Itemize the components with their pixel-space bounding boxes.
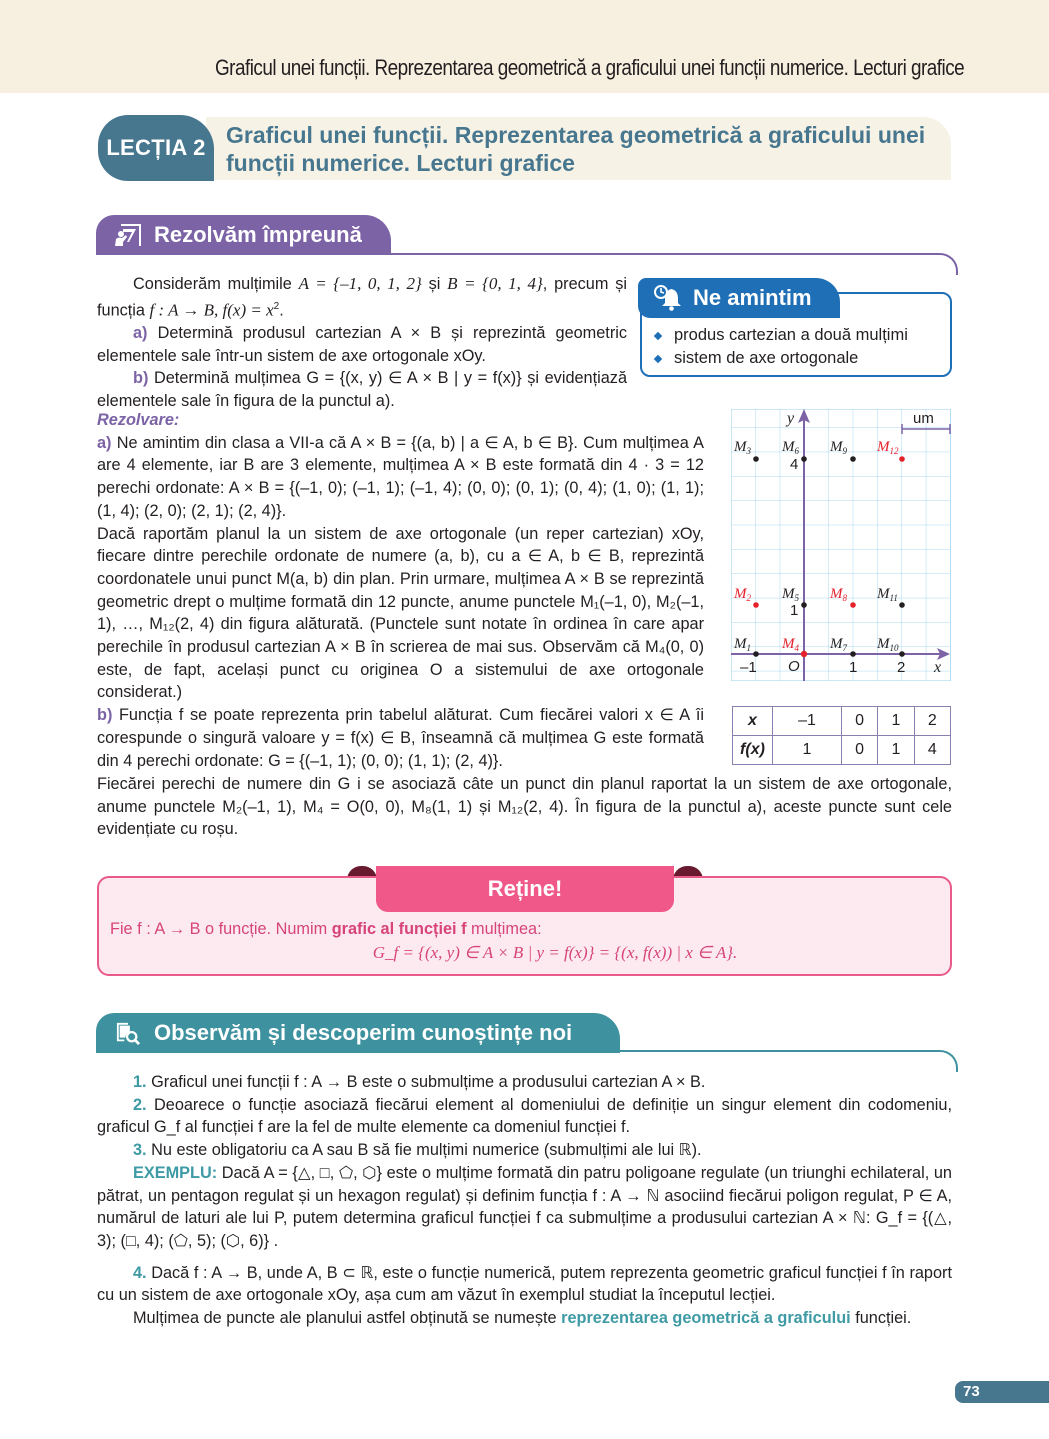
- function-values-table: [732, 706, 951, 765]
- svg-text:M5: $M_5$: [782, 586, 799, 603]
- unit-label: um: [913, 410, 934, 427]
- remember-item: sistem de axe ortogonale: [652, 347, 908, 370]
- conclusion: Mulțimea de puncte ale planului astfel obținută se numește reprezentarea geometrică a graficului funcției.: [133, 1309, 912, 1328]
- book-magnifier-icon: [114, 1021, 142, 1045]
- table-cell: 2: [914, 707, 950, 736]
- svg-text:M4: $M_4$: [782, 636, 799, 653]
- hand-raised-board-icon: [114, 223, 142, 247]
- section-underline: [610, 1050, 958, 1072]
- section-heading-solve-together: [96, 215, 391, 255]
- page-number: 73: [955, 1381, 1049, 1403]
- observation-1: 1. Graficul unei funcții f : A → B este o submulțime a produsului cartezian A × B.: [133, 1073, 706, 1091]
- svg-text:4: 4: [790, 456, 799, 473]
- table-header-x: x: [733, 707, 773, 736]
- table-cell: –1: [773, 707, 842, 736]
- table-row: [733, 736, 951, 765]
- svg-text:1: 1: [849, 659, 858, 676]
- cartesian-product-figure: [731, 409, 951, 681]
- table-cell: 1: [773, 736, 842, 765]
- solution-b-p2-block: [97, 773, 952, 841]
- remember-list: [652, 324, 908, 370]
- lesson-title: Graficul unei funcții. Reprezentarea geometrică a graficului unei funcții numerice. Lecturi grafice: [226, 122, 926, 176]
- observations-block: [97, 1071, 952, 1330]
- solution-b-p1: b) Funcția f se poate reprezenta prin tabelul alăturat. Cum fiecărei valori x ∈ A îi corespunde o singură valoare y = f(x) ∈ B, înseamnă că mulțimea G este formată din 4 perechi ordonate: G = {(–1, 1); (0, 0); (1, 1); (2, 4)}.: [97, 706, 704, 770]
- header-band: [0, 0, 1049, 93]
- lesson-tag: LECȚIA 2: [98, 115, 214, 181]
- remember-title: Ne amintim: [693, 285, 812, 310]
- bell-clock-icon: [654, 285, 682, 311]
- solution-label: Rezolvare:: [97, 411, 180, 429]
- table-cell: 1: [878, 707, 914, 736]
- svg-text:M9: $M_9$: [830, 439, 847, 456]
- svg-text:M11: $M_{11}$: [877, 586, 898, 603]
- table-cell: 0: [841, 736, 877, 765]
- solution-b-p2: Fiecărei perechi de numere din G i se asociază câte un punct din planul raportat la un sistem de axe ortogonale, anume punctele M₂(–1, 1), M₄ = O(0, 0), M₈(1, 1) și M₁₂(2, 4). În figura de la punctul a), aceste puncte sunt cele evidențiate cu roșu.: [97, 775, 952, 839]
- task-a: a) Determină produsul cartezian A × B și reprezintă geometric elementele sale într-un sistem de axe ortogonale xOy.: [97, 323, 627, 365]
- observation-2: 2. Deoarece o funcție asociază fiecărui element al domeniului de definiție un singur element din codomeniu, graficul G_f al funcției f are la fel de multe elemente ca domeniul funcției f.: [97, 1095, 952, 1137]
- table-header-fx: f(x): [733, 736, 773, 765]
- definition-line: Fie f : A → B o funcție. Numim grafic al funcției f mulțimea:: [110, 920, 542, 938]
- svg-text:M3: $M_3$: [734, 439, 751, 456]
- svg-text:M12: $M_{12}$: [877, 439, 899, 456]
- svg-text:M10: $M_{10}$: [877, 636, 899, 653]
- svg-text:M2: $M_2$: [734, 586, 751, 603]
- remember-item: produs cartezian a două mulțimi: [652, 324, 908, 347]
- svg-text:O: O: [788, 658, 800, 675]
- retine-ribbon: Reține!: [376, 866, 674, 912]
- section-underline: [380, 253, 958, 275]
- observation-3: 3. Nu este obligatoriu ca A sau B să fie mulțimi numerice (submulțimi ale lui ℝ).: [133, 1141, 702, 1160]
- solution-block: [97, 409, 704, 772]
- table-cell: 1: [878, 736, 914, 765]
- svg-text:M8: $M_8$: [830, 586, 847, 603]
- svg-text:M6: $M_6$: [782, 439, 799, 456]
- svg-text:y: y: [787, 410, 795, 427]
- section-title: Rezolvăm împreună: [154, 222, 362, 247]
- observation-4: 4. Dacă f : A → B, unde A, B ⊂ ℝ, este o funcție numerică, putem reprezenta geometric graficul funcției f în raport cu un sistem de axe ortogonale xOy, așa cum am văzut în exemplul studiat la începutul lecției.: [97, 1263, 952, 1305]
- section-heading-observe-discover: [96, 1013, 620, 1053]
- section-title: Observăm și descoperim cunoștințe noi: [154, 1020, 573, 1045]
- svg-text:M7: $M_7$: [830, 636, 847, 653]
- svg-text:x: x: [934, 659, 942, 676]
- solution-a-p2: Dacă raportăm planul la un sistem de axe ortogonale (un reper cartezian) xOy, fiecare dintre perechile ordonate de numere (a, b), cu a ∈ A, b ∈ B, reprezintă coordonatele unui punct M(a, b) din plan. Prin urmare, mulțimea A × B se reprezintă geometric drept o mulțime formată din 12 puncte, anume punctele M₁(–1, 0), M₂(–1, 1), …, M₁₂(2, 4) din figura alăturată. (Punctele sunt notate în ordinea în care apar perechile în produsul cartezian A × B în scrierea de mai sus. Observăm că M₄(0, 0) este, de fapt, același punct cu originea O a sistemului de axe ortogonale considerat.): [97, 524, 704, 702]
- lesson-title-bar: [96, 115, 951, 181]
- svg-text:–1: –1: [740, 659, 757, 676]
- remember-heading: [638, 278, 840, 318]
- table-row: [733, 707, 951, 736]
- table-cell: 0: [841, 707, 877, 736]
- example: EXEMPLU: Dacă A = {△, □, ⬠, ⬡} este o mulțime formată din patru poligoane regulate (un triunghi echilateral, un pătrat, un pentagon regulat și un hexagon regulat) și definim funcția f : A → ℕ asociind fiecărui poligon regulat, P ∈ A, numărul de laturi ale lui P, putem determina graficul funcției f ca submulțime a produsului cartezian A × ℕ: G_f = {(△, 3); (□, 4); (⬠, 5); (⬡, 6)} .: [97, 1163, 952, 1250]
- svg-text:2: 2: [897, 659, 906, 676]
- definition-formula: G_f = {(x, y) ∈ A × B | y = f(x)} = {(x, f(x)) | x ∈ A}.: [372, 943, 738, 962]
- intro-paragraph: Considerăm mulțimile A = {–1, 0, 1, 2} și B = {0, 1, 4}, precum și funcția f : A → B, $f(x) = x^2$.: [97, 274, 627, 320]
- running-title: Graficul unei funcții. Reprezentarea geometrică a graficului unei funcții numerice. Lecturi grafice: [214, 55, 964, 80]
- task-b: b) Determină mulțimea G = {(x, y) ∈ A × B | y = f(x)} și evidențiază elementele sale în figura de la punctul a).: [97, 369, 627, 410]
- table-cell: 4: [914, 736, 950, 765]
- problem-statement: [97, 273, 627, 413]
- definition-text: [110, 918, 940, 964]
- solution-a-p1: a) Ne amintim din clasa a VII-a că A × B = {(a, b) | a ∈ A, b ∈ B}. Cum mulțimea A are 4 elemente, iar B are 3 elemente, mulțimea A × B este formată din 4 · 3 = 12 perechi ordonate: A × B = {(–1, 0); (–1, 1); (–1, 4); (0, 0); (0, 1); (0, 4); (1, 0); (1, 1); (1, 4); (2, 0); (2, 1); (2, 4)}.: [97, 433, 704, 520]
- svg-text:M1: $M_1$: [734, 636, 751, 653]
- svg-text:1: 1: [790, 602, 799, 619]
